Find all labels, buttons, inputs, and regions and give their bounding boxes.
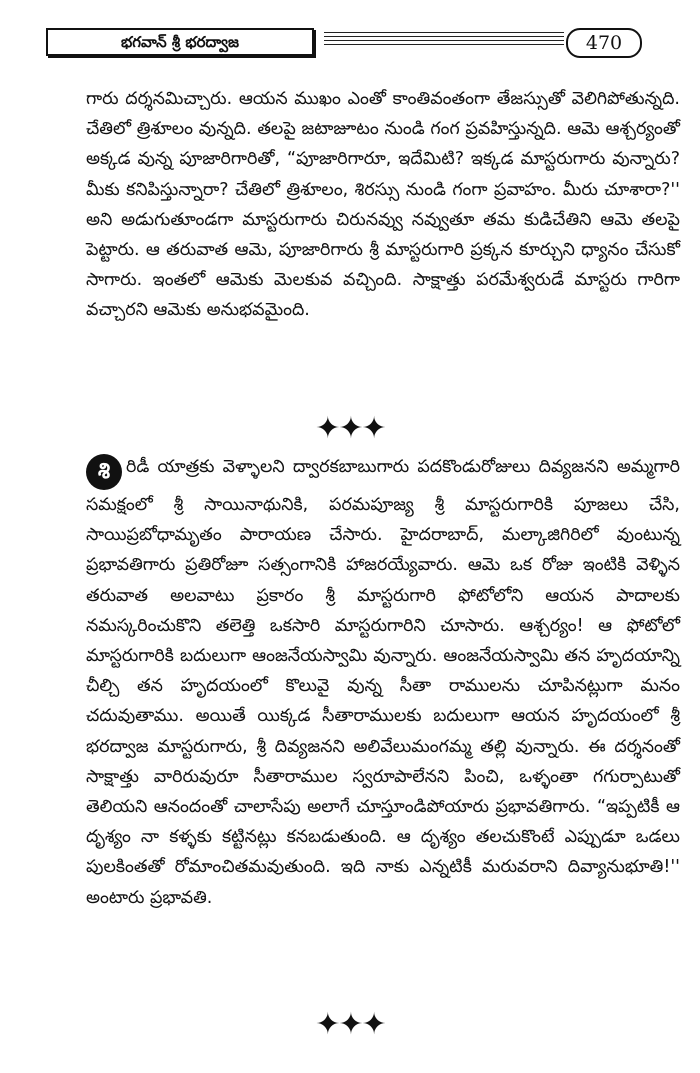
paragraph-1: గారు దర్శనమిచ్చారు. ఆయన ముఖం ఎంతో కాంతివంతంగా తేజస్సుతో వెలిగిపోతున్నది. చేతిలో త్రిశూలం వున్నది. తలపై జటాజూటం నుండి గంగ ప్రవహిస్తున్నది. ఆమె ఆశ్చర్యంతో అక్కడ వున్న పూజారిగారితో, “పూజారిగారూ, ఇదేమిటి? ఇక్కడ మాస్టరుగారు వున్నారు? మీకు కనిపిస్తున్నారా? చేతిలో త్రిశూలం, శిరస్సు నుండి గంగా ప్రవాహం. మీరు చూశారా?'' అని అడుగుతూండగా మాస్టరుగారు చిరునవ్వు నవ్వుతూ తమ కుడిచేతిని ఆమె తలపై పెట్టారు. ఆ తరువాత ఆమె, పూజారిగారు శ్రీ మాస్టరుగారి ప్రక్కన కూర్చుని ధ్యానం చేసుకో సాగారు. ఇంతలో ఆమెకు మెలకువ వచ్చింది. సాక్షాత్తు పరమేశ్వరుడే మాస్టరు గారిగా వచ్చారని ఆమెకు అనుభవమైంది. — [86, 89, 680, 321]
ornament-separator: ✦✦✦ — [315, 411, 385, 446]
paragraph-2 — [86, 452, 680, 913]
running-title: భగవాన్ శ్రీ భరద్వాజ — [46, 28, 314, 56]
page-header — [46, 28, 644, 56]
drop-cap: శి — [86, 454, 122, 490]
paragraph-2-text: రిడీ యాత్రకు వెళ్ళాలని ద్వారకబాబుగారు పదకొండురోజులు దివ్యజనని అమ్మగారి సమక్షంలో శ్రీ సాయినాథునికి, పరమపూజ్య శ్రీ మాస్టరుగారికి పూజలు చేసి, సాయిప్రబోధామృతం పారాయణ చేసారు. హైదరాబాద్, మల్కాజిగిరిలో వుంటున్న ప్రభావతిగారు ప్రతిరోజూ సత్సంగానికి హాజరయ్యేవారు. ఆమె ఒక రోజు ఇంటికి వెళ్ళిన తరువాత అలవాటు ప్రకారం శ్రీ మాస్టరుగారి ఫోటోలోని ఆయన పాదాలకు నమస్కరించుకొని తలెత్తి ఒకసారి మాస్టరుగారిని చూసారు. ఆశ్చర్యం! ఆ ఫోటోలో మాస్టరుగారికి బదులుగా ఆంజనేయస్వామి వున్నారు. ఆంజనేయస్వామి తన హృదయాన్ని చీల్చి తన హృదయంలో కొలువై వున్న సీతా రాములను చూపినట్లుగా మనం చదువుతాము. అయితే యిక్కడ సీతారాములకు బదులుగా ఆయన హృదయంలో శ్రీ భరద్వాజ మాస్టరుగారు, శ్రీ దివ్యజనని అలివేలుమంగమ్మ తల్లి వున్నారు. ఈ దర్శనంతో సాక్షాత్తు వారిరువురూ సీతారాముల స్వరూపాలేనని పించి, ఒళ్ళంతా గగుర్పాటుతో తెలియని ఆనందంతో చాలాసేపు అలాగే చూస్తూండిపోయారు ప్రభావతిగారు. “ఇప్పటికీ ఆ దృశ్యం నా కళ్ళకు కట్టినట్లు కనబడుతుంది. ఆ దృశ్యం తలచుకొంటే ఎప్పుడూ ఒడలు పులకింతతో రోమాంచితమవుతుంది. ఇది నాకు ఎన్నటికీ మరువరాని దివ్యానుభూతి!'' అంటారు ప్రభావతి. — [86, 457, 680, 908]
page-number: 470 — [566, 28, 642, 58]
ornament-separator-end: ✦✦✦ — [315, 1007, 385, 1042]
header-rule-lines — [324, 32, 564, 52]
